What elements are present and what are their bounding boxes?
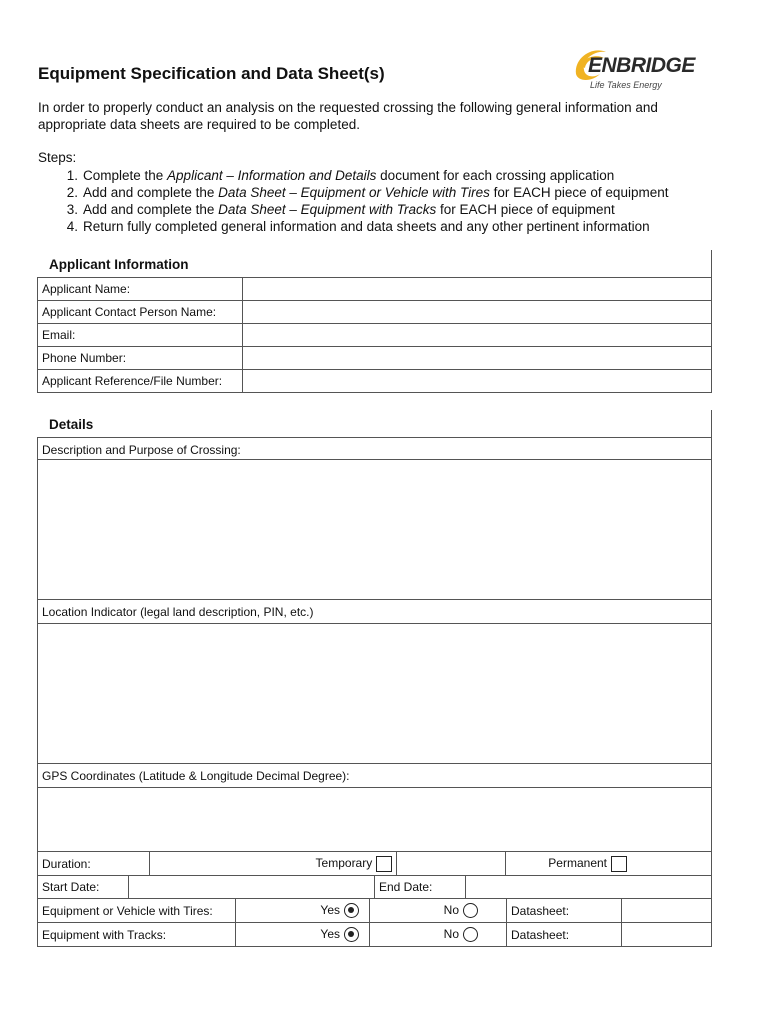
tracks-yes-radio[interactable] [344, 927, 359, 942]
enbridge-logo [570, 44, 720, 94]
temporary-label: Temporary [315, 855, 373, 870]
field-label: Applicant Reference/File Number: [38, 370, 243, 393]
no-label: No [443, 902, 459, 917]
step-item: 1. Complete the Applicant – Information and Details document for each crossing application [66, 168, 615, 183]
logo-tagline: Life Takes Energy [590, 80, 662, 90]
section-frame [711, 250, 712, 277]
yes-label: Yes [320, 902, 340, 917]
tracks-no-option [370, 923, 507, 947]
description-textarea[interactable] [37, 459, 712, 600]
end-date-field[interactable] [466, 876, 712, 899]
tracks-no-radio[interactable] [463, 927, 478, 942]
reference-number-field[interactable] [243, 370, 712, 393]
no-label: No [443, 926, 459, 941]
tires-datasheet-field[interactable] [622, 899, 712, 923]
applicant-name-field[interactable] [243, 278, 712, 301]
details-section-heading: Details [49, 417, 94, 432]
tracks-datasheet-field[interactable] [622, 923, 712, 947]
description-label: Description and Purpose of Crossing: [42, 443, 241, 457]
yes-label: Yes [320, 926, 340, 941]
field-label: Applicant Contact Person Name: [38, 301, 243, 324]
intro-text: In order to properly conduct an analysis on the requested crossing the following general information and appropriate data sheets are required to be completed. [38, 100, 658, 132]
page-title: Equipment Specification and Data Sheet(s) [38, 64, 385, 83]
section-frame [711, 410, 712, 437]
tracks-label: Equipment with Tracks: [38, 923, 236, 947]
step-item: 2. Add and complete the Data Sheet – Equipment or Vehicle with Tires for EACH piece of equipment [66, 185, 669, 200]
step-item: 4. Return fully completed general information and data sheets and any other pertinent information [66, 219, 650, 234]
location-textarea[interactable] [37, 623, 712, 764]
start-date-label: Start Date: [38, 876, 129, 899]
field-label: Email: [38, 324, 243, 347]
tires-yes-option [236, 899, 370, 923]
tires-no-radio[interactable] [463, 903, 478, 918]
duration-label: Duration: [38, 852, 150, 876]
tracks-yes-option [236, 923, 370, 947]
start-date-field[interactable] [129, 876, 375, 899]
location-label: Location Indicator (legal land description, PIN, etc.) [42, 605, 314, 619]
gps-label-row [37, 763, 712, 788]
permanent-option [506, 852, 712, 876]
end-date-label: End Date: [375, 876, 466, 899]
steps-label: Steps: [38, 150, 77, 165]
field-label: Phone Number: [38, 347, 243, 370]
duration-table [37, 851, 712, 876]
tires-label: Equipment or Vehicle with Tires: [38, 899, 236, 923]
tires-yes-radio[interactable] [344, 903, 359, 918]
gps-textarea[interactable] [37, 787, 712, 852]
contact-person-field[interactable] [243, 301, 712, 324]
email-field[interactable] [243, 324, 712, 347]
dates-table [37, 875, 712, 899]
steps-list [38, 167, 668, 235]
gps-label: GPS Coordinates (Latitude & Longitude Decimal Degree): [42, 769, 350, 783]
tracks-datasheet-label: Datasheet: [507, 923, 622, 947]
applicant-section-heading: Applicant Information [49, 257, 189, 272]
temporary-checkbox[interactable] [376, 856, 392, 872]
step-item: 3. Add and complete the Data Sheet – Equipment with Tracks for EACH piece of equipment [66, 202, 615, 217]
tires-no-option [370, 899, 507, 923]
equipment-table [37, 898, 712, 947]
description-label-row [37, 437, 712, 460]
permanent-label: Permanent [548, 855, 607, 870]
logo-wordmark: ENBRIDGE [588, 54, 695, 77]
permanent-checkbox[interactable] [611, 856, 627, 872]
field-label: Applicant Name: [38, 278, 243, 301]
tires-datasheet-label: Datasheet: [507, 899, 622, 923]
temporary-option [149, 852, 397, 876]
empty-cell [397, 852, 506, 876]
applicant-info-table [37, 277, 712, 393]
location-label-row [37, 599, 712, 624]
phone-field[interactable] [243, 347, 712, 370]
